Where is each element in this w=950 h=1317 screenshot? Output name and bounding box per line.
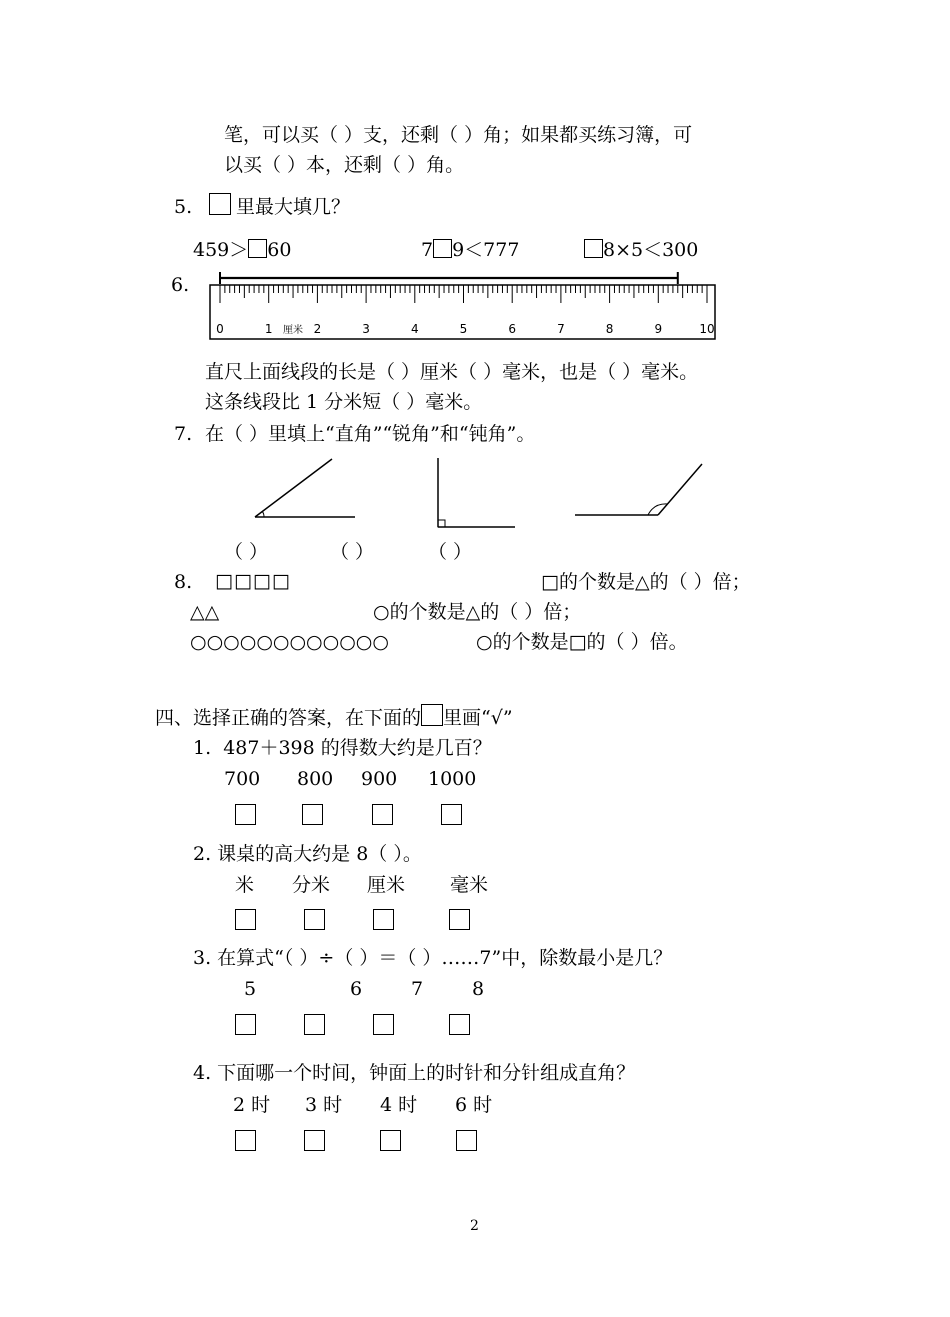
- answer-box[interactable]: [421, 704, 443, 726]
- answer-checkbox[interactable]: [302, 804, 323, 825]
- text-line: ○的个数是△的（ ）倍；: [373, 601, 582, 623]
- text-line: ○的个数是□的（ ）倍。: [476, 631, 688, 653]
- answer-checkbox[interactable]: [372, 804, 393, 825]
- answer-checkbox[interactable]: [380, 1130, 401, 1151]
- choice-option: 800: [297, 768, 334, 790]
- text-line: 这条线段比 1 分米短（ ）毫米。: [205, 391, 483, 413]
- inequality-part: 459＞: [193, 239, 249, 261]
- ruler-label: 1: [264, 322, 273, 336]
- choice-option: 5: [244, 978, 257, 1000]
- choice-option: 4 时: [380, 1094, 418, 1116]
- section-title-part: 四、选择正确的答案，在下面的: [155, 707, 422, 729]
- choice-option: 7: [411, 978, 424, 1000]
- right-angle: [438, 458, 515, 527]
- choice-option: 米: [235, 874, 255, 896]
- section-title-part: 里画“√”: [443, 707, 513, 729]
- inequality-1: [193, 238, 291, 262]
- choice-question: 2. 课桌的高大约是 8（ ）。: [193, 843, 422, 865]
- text-line: 以买（ ）本，还剩（ ）角。: [224, 154, 465, 176]
- answer-checkbox[interactable]: [449, 1014, 470, 1035]
- question-prompt: 里最大填几？: [236, 196, 351, 218]
- page-number: 2: [470, 1218, 479, 1234]
- choice-option: 毫米: [450, 874, 489, 896]
- text-line: 笔，可以买（ ）支，还剩（ ）角；如果都买练习簿，可: [224, 124, 693, 146]
- obtuse-angle: [575, 464, 702, 515]
- choice-question: 1. 487＋398 的得数大约是几百？: [193, 737, 492, 759]
- inequality-part: 9＜777: [452, 239, 520, 261]
- answer-checkbox[interactable]: [235, 909, 256, 930]
- triangles-row: △△: [190, 601, 220, 623]
- answer-blank[interactable]: （ ）: [428, 541, 473, 563]
- ruler-label: 5: [459, 322, 468, 336]
- section-title: [155, 704, 513, 730]
- ruler-label: 6: [508, 322, 517, 336]
- choice-question: 4. 下面哪一个时间，钟面上的时针和分针组成直角？: [193, 1062, 636, 1084]
- acute-angle: [255, 459, 355, 517]
- blank-box[interactable]: [433, 239, 452, 258]
- blank-box[interactable]: [248, 239, 267, 258]
- inequality-part: 60: [267, 239, 292, 261]
- squares-row: □□□□: [215, 570, 291, 592]
- choice-question: 3. 在算式“（ ）÷（ ）＝（ ）……7”中，除数最小是几？: [193, 947, 673, 969]
- answer-checkbox[interactable]: [373, 909, 394, 930]
- choice-option: 6 时: [455, 1094, 493, 1116]
- text-line: □的个数是△的（ ）倍；: [541, 571, 751, 593]
- text-line: 直尺上面线段的长是（ ）厘米（ ）毫米，也是（ ）毫米。: [205, 361, 699, 383]
- answer-checkbox[interactable]: [373, 1014, 394, 1035]
- inequality-2: [421, 238, 519, 262]
- inequality-part: 8×5＜300: [603, 239, 699, 261]
- answer-blank[interactable]: （ ）: [330, 541, 375, 563]
- question-prompt: 在（ ）里填上“直角”“锐角”和“钝角”。: [205, 423, 536, 445]
- question-number: 6.: [171, 274, 190, 296]
- answer-checkbox[interactable]: [235, 804, 256, 825]
- answer-checkbox[interactable]: [304, 909, 325, 930]
- choice-option: 8: [472, 978, 485, 1000]
- choice-option: 6: [350, 978, 363, 1000]
- answer-checkbox[interactable]: [456, 1130, 477, 1151]
- answer-blank[interactable]: （ ）: [224, 541, 269, 563]
- ruler-label: 10: [699, 322, 715, 336]
- answer-checkbox[interactable]: [235, 1014, 256, 1035]
- ruler: [200, 268, 730, 348]
- question-number: 7.: [174, 423, 193, 445]
- answer-checkbox[interactable]: [441, 804, 462, 825]
- ruler-label: 9: [654, 322, 663, 336]
- blank-box[interactable]: [209, 193, 231, 215]
- choice-option: 分米: [292, 874, 331, 896]
- choice-option: 900: [361, 768, 398, 790]
- choice-option: 700: [224, 768, 261, 790]
- inequality-3: [584, 238, 698, 262]
- choice-option: 3 时: [305, 1094, 343, 1116]
- ruler-label: 2: [313, 322, 322, 336]
- ruler-label: 0: [216, 322, 224, 336]
- inequality-part: 7: [421, 239, 434, 261]
- question-number: 8.: [174, 571, 193, 593]
- answer-checkbox[interactable]: [304, 1130, 325, 1151]
- ruler-label: 8: [605, 322, 614, 336]
- answer-checkbox[interactable]: [449, 909, 470, 930]
- answer-checkbox[interactable]: [235, 1130, 256, 1151]
- answer-checkbox[interactable]: [304, 1014, 325, 1035]
- choice-option: 1000: [428, 768, 477, 790]
- ruler-unit-label: 厘米: [283, 325, 304, 336]
- blank-box[interactable]: [584, 239, 603, 258]
- choice-option: 厘米: [367, 874, 406, 896]
- choice-option: 2 时: [233, 1094, 271, 1116]
- question-number: 5.: [174, 196, 193, 218]
- circles-row: ○○○○○○○○○○○○: [190, 631, 389, 653]
- angle-figures: [240, 450, 720, 535]
- ruler-label: 4: [410, 322, 419, 336]
- ruler-label: 7: [557, 322, 565, 336]
- ruler-label: 3: [362, 322, 370, 336]
